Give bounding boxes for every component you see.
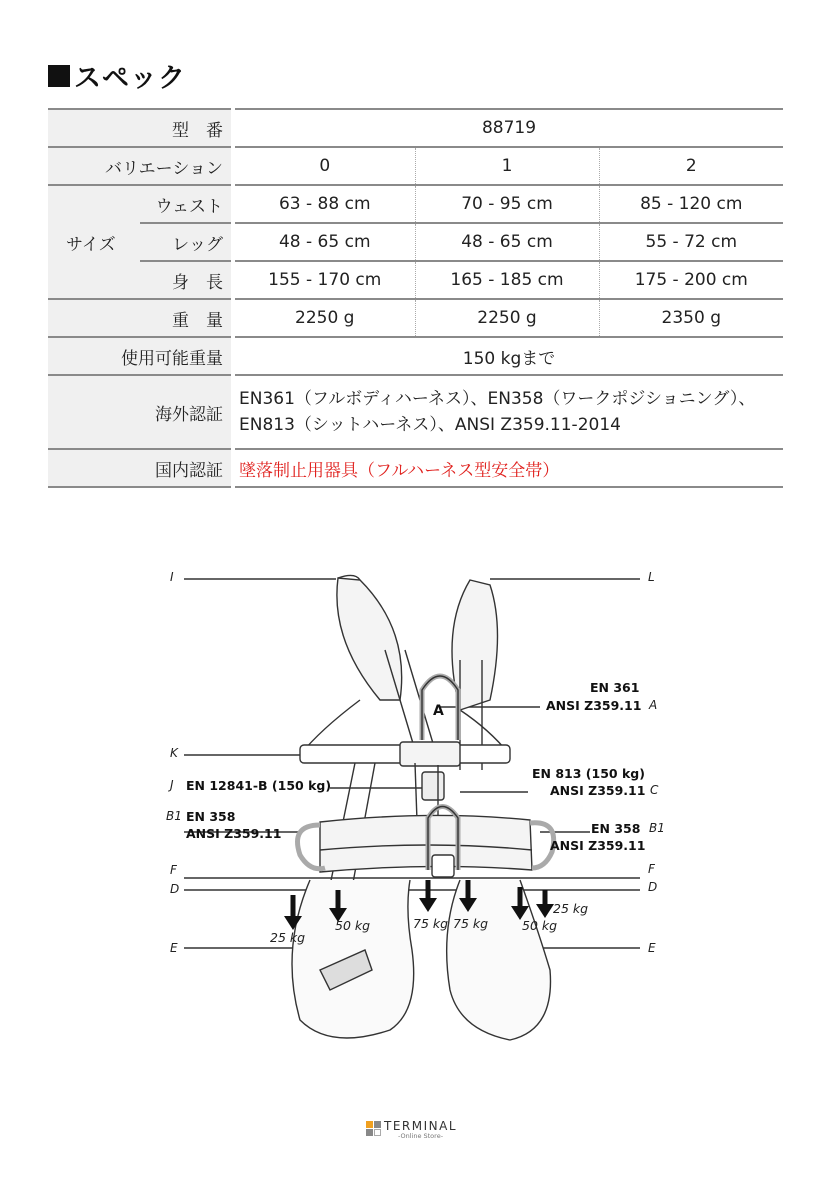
weight-1: 2250 g xyxy=(415,299,599,337)
label-E-right: E xyxy=(648,941,656,955)
label-B1-right: B1 xyxy=(649,821,665,835)
weight-label: 重 量 xyxy=(48,299,233,337)
row-model xyxy=(48,109,783,147)
harness-illustration xyxy=(160,550,680,1090)
logo-name: TERMINAL xyxy=(384,1119,458,1133)
logo-tagline: -Online Store- xyxy=(397,1132,444,1140)
load-right-outer: 25 kg xyxy=(553,901,589,916)
load-value: 150 kgまで xyxy=(233,337,783,375)
variation-2: 2 xyxy=(599,147,783,185)
annotation-b1-left-line1: EN 358 xyxy=(186,809,236,824)
row-size-height xyxy=(48,261,783,299)
load-right-inner: 50 kg xyxy=(522,918,558,933)
weight-0: 2250 g xyxy=(233,299,415,337)
label-F-right: F xyxy=(648,862,655,876)
intl-cert-value xyxy=(233,375,783,449)
store-logo xyxy=(366,1120,457,1140)
variation-1: 1 xyxy=(415,147,599,185)
domestic-cert-value: 墜落制止用器具（フルハーネス型安全帯） xyxy=(233,449,783,487)
page-title xyxy=(48,56,186,95)
row-weight xyxy=(48,299,783,337)
height-label: 身 長 xyxy=(140,261,233,299)
label-A: A xyxy=(649,698,658,712)
leg-0: 48 - 65 cm xyxy=(233,223,415,261)
waist-label: ウェスト xyxy=(140,185,233,223)
row-load xyxy=(48,337,783,375)
weight-2: 2350 g xyxy=(599,299,783,337)
harness-diagram xyxy=(160,550,680,1090)
model-label: 型 番 xyxy=(48,109,233,147)
annotation-a-line1: EN 361 xyxy=(590,680,640,695)
height-2: 175 - 200 cm xyxy=(599,261,783,299)
domestic-cert-label: 国内認証 xyxy=(48,449,233,487)
intl-cert-label: 海外認証 xyxy=(48,375,233,449)
annotation-c-line2: ANSI Z359.11 xyxy=(550,783,646,798)
annotation-b1-left-line2: ANSI Z359.11 xyxy=(186,826,282,841)
label-K: K xyxy=(170,746,178,760)
label-C: C xyxy=(650,783,659,797)
annotation-c-line1: EN 813 (150 kg) xyxy=(532,766,645,781)
label-B1-left: B1 xyxy=(166,809,182,823)
label-I: I xyxy=(170,570,174,584)
annotation-a-line2: ANSI Z359.11 xyxy=(546,698,642,713)
variation-0: 0 xyxy=(233,147,415,185)
height-1: 165 - 185 cm xyxy=(415,261,599,299)
label-J: J xyxy=(170,778,174,792)
label-D-left: D xyxy=(170,882,180,896)
page-title-text: スペック xyxy=(74,63,186,94)
square-bullet-icon xyxy=(48,65,70,87)
leg-2: 55 - 72 cm xyxy=(599,223,783,261)
load-center-left: 75 kg xyxy=(413,916,449,931)
row-domestic-cert xyxy=(48,449,783,487)
waist-0: 63 - 88 cm xyxy=(233,185,415,223)
annotation-j: EN 12841-B (150 kg) xyxy=(186,778,332,793)
waist-2: 85 - 120 cm xyxy=(599,185,783,223)
load-left-outer: 25 kg xyxy=(270,930,306,945)
spec-table xyxy=(48,108,783,488)
height-0: 155 - 170 cm xyxy=(233,261,415,299)
leg-1: 48 - 65 cm xyxy=(415,223,599,261)
load-center-right: 75 kg xyxy=(453,916,489,931)
model-value: 88719 xyxy=(233,109,783,147)
label-D-right: D xyxy=(648,880,658,894)
label-F-left: F xyxy=(170,863,177,877)
size-group-label: サイズ xyxy=(48,185,140,299)
label-E-left: E xyxy=(170,941,178,955)
label-L: L xyxy=(648,570,655,584)
row-size-waist xyxy=(48,185,783,223)
intl-cert-line1: EN361（フルボディハーネス）、EN358（ワークポジショニング）、 xyxy=(239,389,756,409)
row-intl-cert xyxy=(48,375,783,449)
intl-cert-line2: EN813（シットハーネス）、ANSI Z359.11-2014 xyxy=(239,415,621,435)
annotation-b1-right-line2: ANSI Z359.11 xyxy=(550,838,646,853)
variation-label: バリエーション xyxy=(48,147,233,185)
load-left-inner: 50 kg xyxy=(335,918,371,933)
waist-1: 70 - 95 cm xyxy=(415,185,599,223)
annotation-b1-right-line1: EN 358 xyxy=(591,821,641,836)
logo-mark-icon xyxy=(366,1121,381,1136)
sternal-letter: A xyxy=(433,703,444,719)
row-size-leg xyxy=(48,223,783,261)
leg-label: レッグ xyxy=(140,223,233,261)
load-label: 使用可能重量 xyxy=(48,337,233,375)
row-variation xyxy=(48,147,783,185)
